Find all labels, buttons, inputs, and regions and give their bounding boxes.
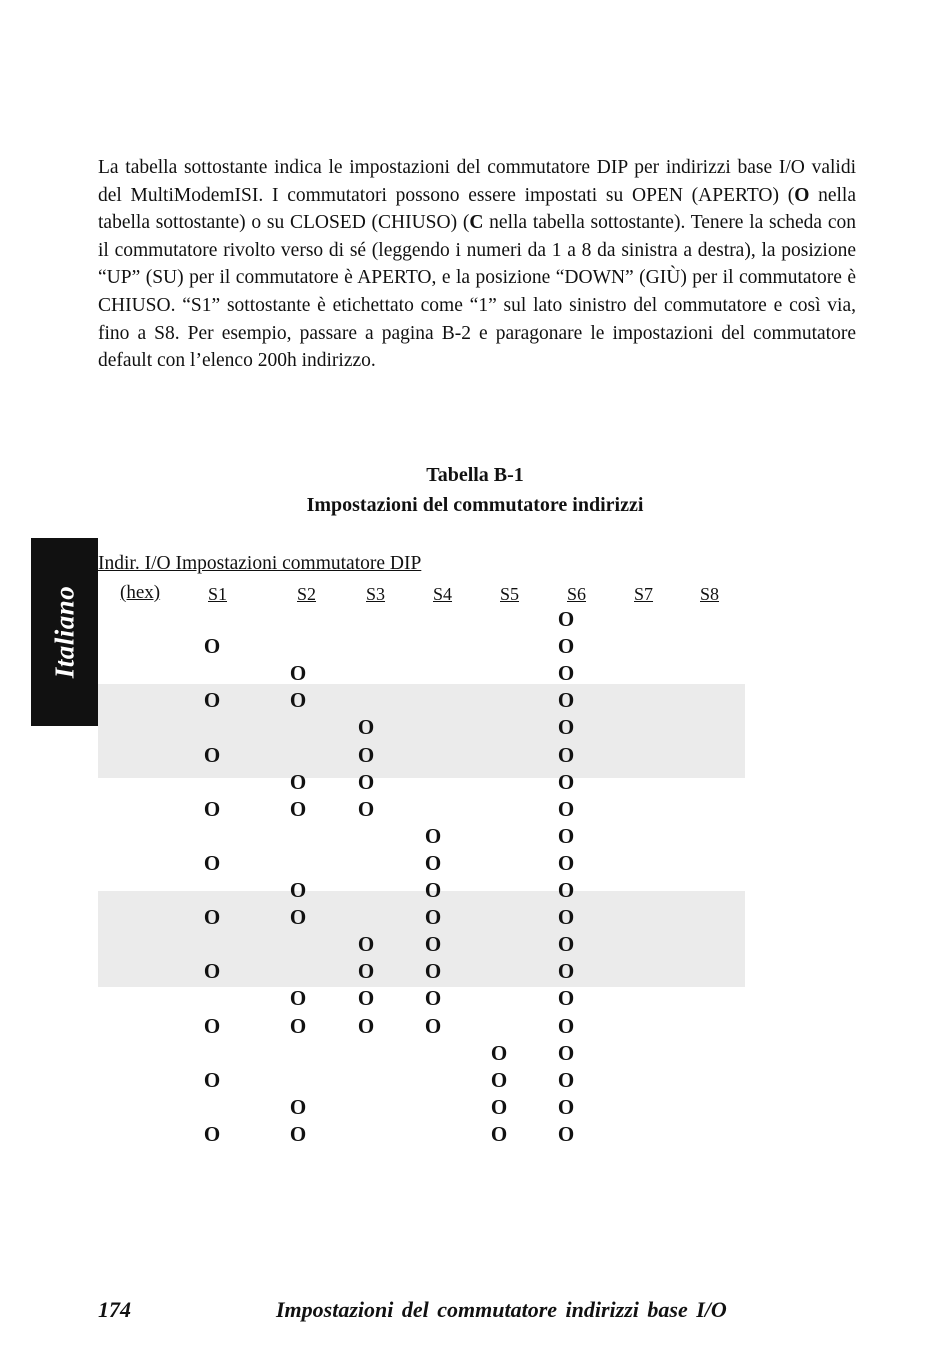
- switch-open-mark: O: [424, 1013, 442, 1038]
- switch-open-mark: O: [289, 905, 307, 930]
- switch-open-mark: O: [424, 905, 442, 930]
- switch-open-mark: O: [424, 850, 442, 875]
- switch-open-mark: O: [557, 715, 575, 740]
- switch-open-mark: O: [203, 850, 221, 875]
- switch-open-mark: O: [289, 1094, 307, 1119]
- switch-open-mark: O: [557, 634, 575, 659]
- switch-open-mark: O: [557, 742, 575, 767]
- language-side-tab-label: Italiano: [49, 585, 79, 679]
- language-side-tab: [31, 538, 98, 726]
- switch-open-mark: O: [289, 1013, 307, 1038]
- switch-open-mark: O: [424, 986, 442, 1011]
- switch-header-s7: S7: [634, 584, 654, 604]
- switch-open-mark: O: [289, 769, 307, 794]
- switch-open-mark: O: [289, 661, 307, 686]
- switch-header-s3: S3: [366, 584, 386, 604]
- switch-open-mark: O: [557, 932, 575, 957]
- switch-open-mark: O: [203, 742, 221, 767]
- switch-open-mark: O: [203, 634, 221, 659]
- switch-open-mark: O: [557, 878, 575, 902]
- switch-header-s5: S5: [500, 584, 520, 604]
- switch-open-mark: O: [289, 1121, 307, 1146]
- switch-header-s1: S1: [208, 584, 228, 604]
- switch-open-mark: O: [557, 688, 575, 713]
- switch-open-mark: O: [490, 1067, 508, 1092]
- switch-open-mark: O: [357, 932, 375, 957]
- switch-open-mark: O: [424, 878, 442, 902]
- switch-header-s6: S6: [567, 584, 587, 604]
- switch-open-mark: O: [203, 959, 221, 984]
- switch-open-mark: O: [557, 823, 575, 848]
- switch-open-mark: O: [557, 959, 575, 984]
- switch-open-mark: O: [289, 986, 307, 1011]
- switch-open-mark: O: [490, 1121, 508, 1146]
- switch-open-mark: O: [289, 688, 307, 713]
- switch-open-mark: O: [557, 1040, 575, 1065]
- intro-text-part1: La tabella sottostante indica le impostazioni del commutatore DIP per indirizzi base I/O validi del MultiModemISI. I commutatori possono essere impostati su OPEN (APERTO) (: [98, 157, 856, 206]
- switch-open-mark: O: [357, 715, 375, 740]
- table-caption-number: Tabella B-1: [426, 464, 524, 486]
- table-header-hex: (hex): [120, 582, 161, 603]
- switch-open-mark: O: [289, 796, 307, 821]
- switch-open-mark: O: [557, 905, 575, 930]
- switch-open-mark: O: [490, 1094, 508, 1119]
- switch-header-s4: S4: [433, 584, 453, 604]
- closed-symbol: C: [469, 212, 484, 234]
- switch-open-mark: O: [203, 905, 221, 930]
- switch-open-mark: O: [203, 1121, 221, 1146]
- switch-header-s2: S2: [297, 584, 317, 604]
- switch-open-mark: O: [357, 986, 375, 1011]
- intro-text-part2: nella tabella sottostante) o su CLOSED (CHIUSO) (: [98, 184, 856, 234]
- switch-open-mark: O: [203, 796, 221, 821]
- switch-open-mark: O: [357, 959, 375, 984]
- footer-title: Impostazioni del commutatore indirizzi base I/O: [276, 1297, 727, 1322]
- switch-open-mark: O: [357, 742, 375, 767]
- switch-open-mark: O: [357, 796, 375, 821]
- switch-open-mark: O: [557, 1121, 575, 1146]
- switch-open-mark: O: [203, 1067, 221, 1092]
- switch-open-mark: O: [490, 1040, 508, 1065]
- switch-open-mark: O: [557, 1013, 575, 1038]
- table-caption-title: Impostazioni del commutatore indirizzi: [306, 494, 644, 516]
- switch-open-mark: O: [357, 1013, 375, 1038]
- switch-open-mark: O: [557, 607, 575, 631]
- switch-open-mark: O: [557, 986, 575, 1011]
- switch-open-mark: O: [203, 1013, 221, 1038]
- switch-open-mark: O: [289, 878, 307, 902]
- table-header-main: Indir. I/O Impostazioni commutatore DIP: [98, 553, 422, 574]
- open-symbol: O: [794, 184, 810, 206]
- page-number: 174: [98, 1297, 131, 1322]
- switch-open-mark: O: [203, 688, 221, 713]
- intro-paragraph: [98, 154, 856, 375]
- switch-open-mark: O: [357, 769, 375, 794]
- switch-open-mark: O: [424, 823, 442, 848]
- switch-open-mark: O: [557, 661, 575, 686]
- switch-open-mark: O: [557, 769, 575, 794]
- switch-open-mark: O: [424, 959, 442, 984]
- switch-open-mark: O: [424, 932, 442, 957]
- switch-header-s8: S8: [700, 584, 720, 604]
- switch-open-mark: O: [557, 796, 575, 821]
- switch-open-mark: O: [557, 1094, 575, 1119]
- switch-open-mark: O: [557, 1067, 575, 1092]
- intro-text-part3: nella tabella sottostante). Tenere la scheda con il commutatore rivolto verso di sé (leggendo i numeri da 1 a 8 da sinistra a destra), la posizione “UP” (SU) per il commutatore è APERTO, e la posizione “DOWN” (GIÙ) per il commutatore è CHIUSO. “S1” sottostante è etichettato come “1” sul lato sinistro del commutatore e così via, fino a S8. Per esempio, passare a pagina B-2 e paragonare le impostazioni del commutatore default con l’elenco 200h indirizzo.: [98, 212, 856, 372]
- switch-open-mark: O: [557, 850, 575, 875]
- table-shaded-band: [98, 684, 745, 778]
